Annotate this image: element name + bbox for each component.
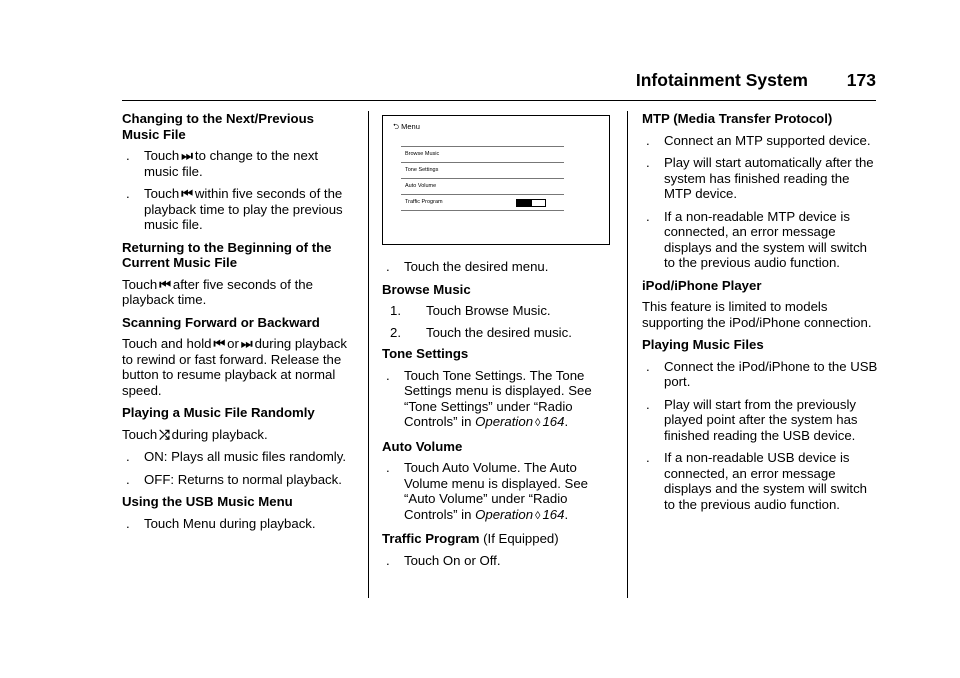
heading-auto-volume: Auto Volume xyxy=(382,438,463,454)
list-item: . Touch ⏭ to change to the next music file. xyxy=(126,148,319,179)
paragraph: Touch ⏮ after five seconds of the playback time. xyxy=(122,276,313,307)
list-item: . Connect an MTP supported device. xyxy=(646,132,871,148)
heading-tone-settings: Tone Settings xyxy=(382,346,469,361)
page-reference-icon: ◊ xyxy=(535,509,541,522)
section-title: Infotainment System xyxy=(635,70,808,90)
heading-browse-music: Browse Music xyxy=(382,281,471,297)
list-item: . Touch the desired menu. xyxy=(386,259,549,274)
list-item: . Connect the iPod/iPhone to the USB port. xyxy=(646,358,878,389)
list-item: . Play will start from the previously played point after the system has finished reading the USB device. xyxy=(646,396,858,443)
menu-screen-illustration xyxy=(382,115,610,245)
previous-track-icon: ⏮ xyxy=(213,336,226,351)
column-divider xyxy=(368,111,369,598)
traffic-program-toggle xyxy=(516,199,546,207)
heading-next-previous: Changing to the Next/Previous Music File xyxy=(122,111,314,142)
heading-random: Playing a Music File Randomly xyxy=(122,405,315,420)
shuffle-icon: ⤮ xyxy=(159,426,170,442)
list-item: . If a non-readable USB device is connected, an error message displays and the system will switch to the previous audio function. xyxy=(646,450,868,512)
menu-list xyxy=(401,146,564,211)
paragraph: Touch ⤮ during playback. xyxy=(122,426,268,442)
heading-mtp: MTP (Media Transfer Protocol) xyxy=(642,111,833,126)
list-item: . Touch Tone Settings. The Tone Settings menu is displayed. See “Tone Settings” under “Radio Controls” in Operation ◊ 164. xyxy=(386,367,592,429)
heading-usb-menu: Using the USB Music Menu xyxy=(122,494,293,509)
menu-header xyxy=(393,119,420,135)
menu-item-browse-music: Browse Music xyxy=(401,147,564,163)
list-item: . ON: Plays all music files randomly. xyxy=(126,449,347,464)
list-item: . If a non-readable MTP device is connected, an error message displays and the system will switch to the previous audio function. xyxy=(646,208,868,270)
list-item: . Play will start automatically after the system has finished reading the MTP device. xyxy=(646,155,874,201)
page-number: 173 xyxy=(846,70,876,90)
list-item: . Touch Auto Volume. The Auto Volume menu is displayed. See “Auto Volume” under “Radio Controls” in Operation ◊ 164. xyxy=(386,460,588,522)
next-track-icon: ⏭ xyxy=(240,336,253,351)
menu-item-tone-settings: Tone Settings xyxy=(401,163,564,179)
page-header xyxy=(618,70,876,96)
page-reference-icon: ◊ xyxy=(535,417,541,429)
numbered-item: 2. Touch the desired music. xyxy=(390,324,572,340)
cross-reference: Operation xyxy=(475,506,534,522)
heading-return: Returning to the Beginning of the Current Music File xyxy=(122,239,332,270)
list-item: . OFF: Returns to normal playback. xyxy=(126,471,342,487)
paragraph: This feature is limited to models supporting the iPod/iPhone connection. xyxy=(642,299,872,330)
paragraph: Touch and hold ⏮ or ⏭ during playback to rewind or fast forward. Release the button to resume playback at normal speed. xyxy=(122,336,347,398)
toggle-fill xyxy=(517,200,532,206)
header-rule xyxy=(122,100,876,101)
heading-scan: Scanning Forward or Backward xyxy=(122,314,320,330)
previous-track-icon: ⏮ xyxy=(181,186,193,201)
column-right xyxy=(642,111,880,519)
list-item: . Touch ⏮ within five seconds of the playback time to play the previous music file. xyxy=(126,186,343,232)
previous-track-icon: ⏮ xyxy=(159,276,171,292)
list-item: . Touch Menu during playback. xyxy=(126,515,316,531)
heading-playing-music: Playing Music Files xyxy=(642,337,764,352)
column-middle xyxy=(382,115,618,575)
heading-ipod: iPod/iPhone Player xyxy=(642,277,762,293)
page-reference: 164 xyxy=(542,506,565,522)
next-track-icon: ⏭ xyxy=(181,148,193,163)
back-icon: ⮌ xyxy=(393,122,400,131)
menu-label: Menu xyxy=(401,122,420,131)
menu-item-traffic-program: Traffic Program xyxy=(401,195,564,211)
column-divider xyxy=(627,111,628,598)
column-left xyxy=(122,111,354,538)
heading-traffic-program: Traffic Program (If Equipped) xyxy=(382,531,559,546)
numbered-item: 1. Touch Browse Music. xyxy=(390,303,551,318)
menu-item-auto-volume: Auto Volume xyxy=(401,179,564,195)
list-item: . Touch On or Off. xyxy=(386,552,501,568)
page-reference: 164 xyxy=(542,414,565,429)
cross-reference: Operation xyxy=(475,414,534,429)
